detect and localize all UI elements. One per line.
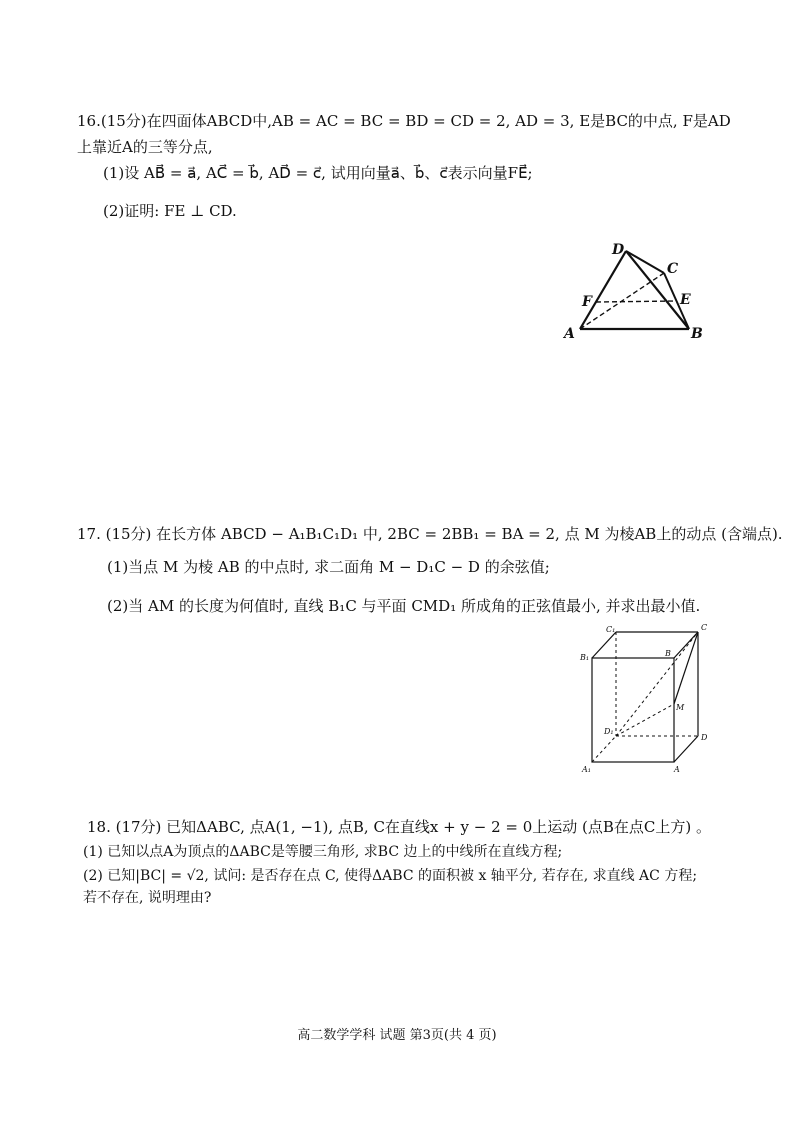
q17-stem: 17. (15分) 在长方体 ABCD − A₁B₁C₁D₁ 中, 2BC = 2BB₁ = BA = 2, 点 M 为棱AB上的动点 (含端点).: [77, 525, 783, 543]
label-M: M: [676, 703, 685, 712]
cuboid-figure: [570, 620, 710, 780]
q16-part1: (1)设 AB⃗ = a⃗, AC⃗ = b⃗, AD⃗ = c⃗, 试用向量a⃗、b⃗、c⃗表示向量FE⃗;: [103, 164, 533, 182]
q18-part1: (1) 已知以点A为顶点的ΔABC是等腰三角形, 求BC 边上的中线所在直线方程;: [83, 844, 563, 860]
edge-DB: [626, 251, 689, 329]
label-E: E: [680, 292, 691, 308]
label-B1: B₁: [580, 653, 590, 662]
label-D: D: [612, 242, 625, 258]
label-F: F: [582, 294, 592, 310]
q18-part2: (2) 已知|BC| = √2, 试问: 是否存在点 C, 使得ΔABC 的面积被 x 轴平分, 若存在, 求直线 AC 方程;: [83, 868, 698, 884]
label-C: C: [701, 623, 708, 632]
edge-FE-hidden: [596, 301, 677, 302]
q17-part2: (2)当 AM 的长度为何值时, 直线 B₁C 与平面 CMD₁ 所成角的正弦值最小, 并求出最小值.: [107, 597, 701, 615]
label-B: B: [691, 326, 703, 342]
q16-stem-line2: 上靠近A的三等分点,: [77, 138, 213, 156]
tetrahedron-figure: [560, 240, 710, 345]
edge-DA: [580, 251, 626, 329]
label-C: C: [667, 261, 679, 277]
label-D: D: [701, 733, 708, 742]
label-A1: A₁: [582, 765, 591, 774]
q18-stem: 18. (17分) 已知ΔABC, 点A(1, −1), 点B, C在直线x + y − 2 = 0上运动 (点B在点C上方) 。: [87, 818, 712, 836]
q16-stem-line1: 16.(15分)在四面体ABCD中,AB = AC = BC = BD = CD = 2, AD = 3, E是BC的中点, F是AD: [77, 112, 731, 130]
q18-part2-continued: 若不存在, 说明理由?: [83, 890, 212, 906]
label-B: B: [665, 649, 671, 658]
label-D1: D₁: [604, 727, 614, 736]
page-footer: 高二数学学科 试题 第3页(共 4 页): [297, 1028, 497, 1043]
edge-DC: [626, 251, 664, 273]
label-A: A: [674, 765, 680, 774]
label-C1: C₁: [606, 625, 616, 634]
q16-part2: (2)证明: FE ⊥ CD.: [103, 202, 237, 220]
q17-part1: (1)当点 M 为棱 AB 的中点时, 求二面角 M − D₁C − D 的余弦值;: [107, 558, 550, 576]
label-A: A: [564, 326, 575, 342]
